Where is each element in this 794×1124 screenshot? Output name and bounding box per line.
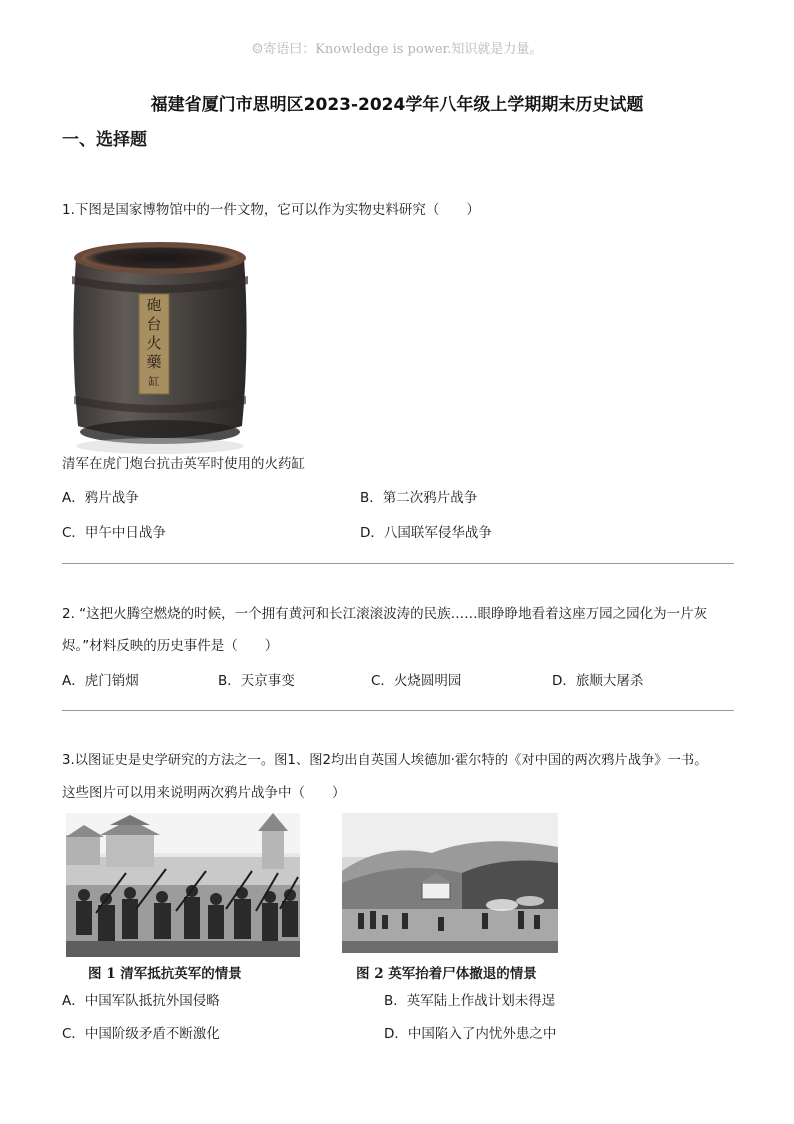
question-2-option-c[interactable]: C．火烧圆明园 xyxy=(371,673,462,689)
section-title: 一、选择题 xyxy=(62,130,147,150)
question-2-option-b[interactable]: B．天京事变 xyxy=(218,673,295,689)
jar-label xyxy=(139,296,169,391)
question-3-option-d[interactable]: D．中国陷入了内忧外患之中 xyxy=(384,1026,557,1042)
jar-label-char: 缸 xyxy=(148,375,160,388)
jar-label-char: 藥 xyxy=(146,353,162,371)
question-1-option-a[interactable]: A．鸦片战争 xyxy=(62,490,139,506)
divider xyxy=(62,710,734,711)
figure-1-battle-engraving xyxy=(66,813,300,957)
gunpowder-jar-image xyxy=(68,236,252,458)
question-2-option-d[interactable]: D．旅顺大屠杀 xyxy=(552,673,644,689)
question-1-image-caption: 清军在虎门炮台抗击英军时使用的火药缸 xyxy=(62,456,305,472)
figure-2-retreat-engraving xyxy=(342,813,558,953)
jar-label-char: 砲 xyxy=(146,296,162,314)
question-2-stem-line2: 烬。”材料反映的历史事件是（ ） xyxy=(62,638,279,654)
question-3-option-c[interactable]: C．中国阶级矛盾不断激化 xyxy=(62,1026,220,1042)
question-2-option-a[interactable]: A．虎门销烟 xyxy=(62,673,139,689)
figure-2-caption: 图 2 英军抬着尸体撤退的情景 xyxy=(356,966,537,982)
figure-1-caption: 图 1 清军抵抗英军的情景 xyxy=(88,966,242,982)
question-3-option-b[interactable]: B．英军陆上作战计划未得逞 xyxy=(384,993,556,1009)
question-1-option-d[interactable]: D．八国联军侵华战争 xyxy=(360,525,492,541)
exam-title: 福建省厦门市思明区2023-2024学年八年级上学期期末历史试题 xyxy=(150,95,644,115)
jar-label-char: 火 xyxy=(146,334,162,352)
header-motto: ☺寄语曰：Knowledge is power.知识就是力量。 xyxy=(251,42,543,57)
divider xyxy=(62,563,734,564)
jar-label-char: 台 xyxy=(146,315,162,333)
question-3-stem-line2: 这些图片可以用来说明两次鸦片战争中（ ） xyxy=(62,785,346,801)
question-3-stem-line1: 3.以图证史是史学研究的方法之一。图1、图2均出自英国人埃德加·霍尔特的《对中国的两次鸦片战争》一书。 xyxy=(62,753,708,768)
question-2-stem-line1: 2. “这把火腾空燃烧的时候，一个拥有黄河和长江滚滚波涛的民族……眼睁睁地看着这座万园之园化为一片灰 xyxy=(62,606,708,622)
question-1-stem: 1.下图是国家博物馆中的一件文物，它可以作为实物史料研究（ ） xyxy=(62,202,480,218)
question-1-option-b[interactable]: B．第二次鸦片战争 xyxy=(360,490,478,506)
question-1-option-c[interactable]: C．甲午中日战争 xyxy=(62,525,166,541)
question-3-option-a[interactable]: A．中国军队抵抗外国侵略 xyxy=(62,993,220,1009)
